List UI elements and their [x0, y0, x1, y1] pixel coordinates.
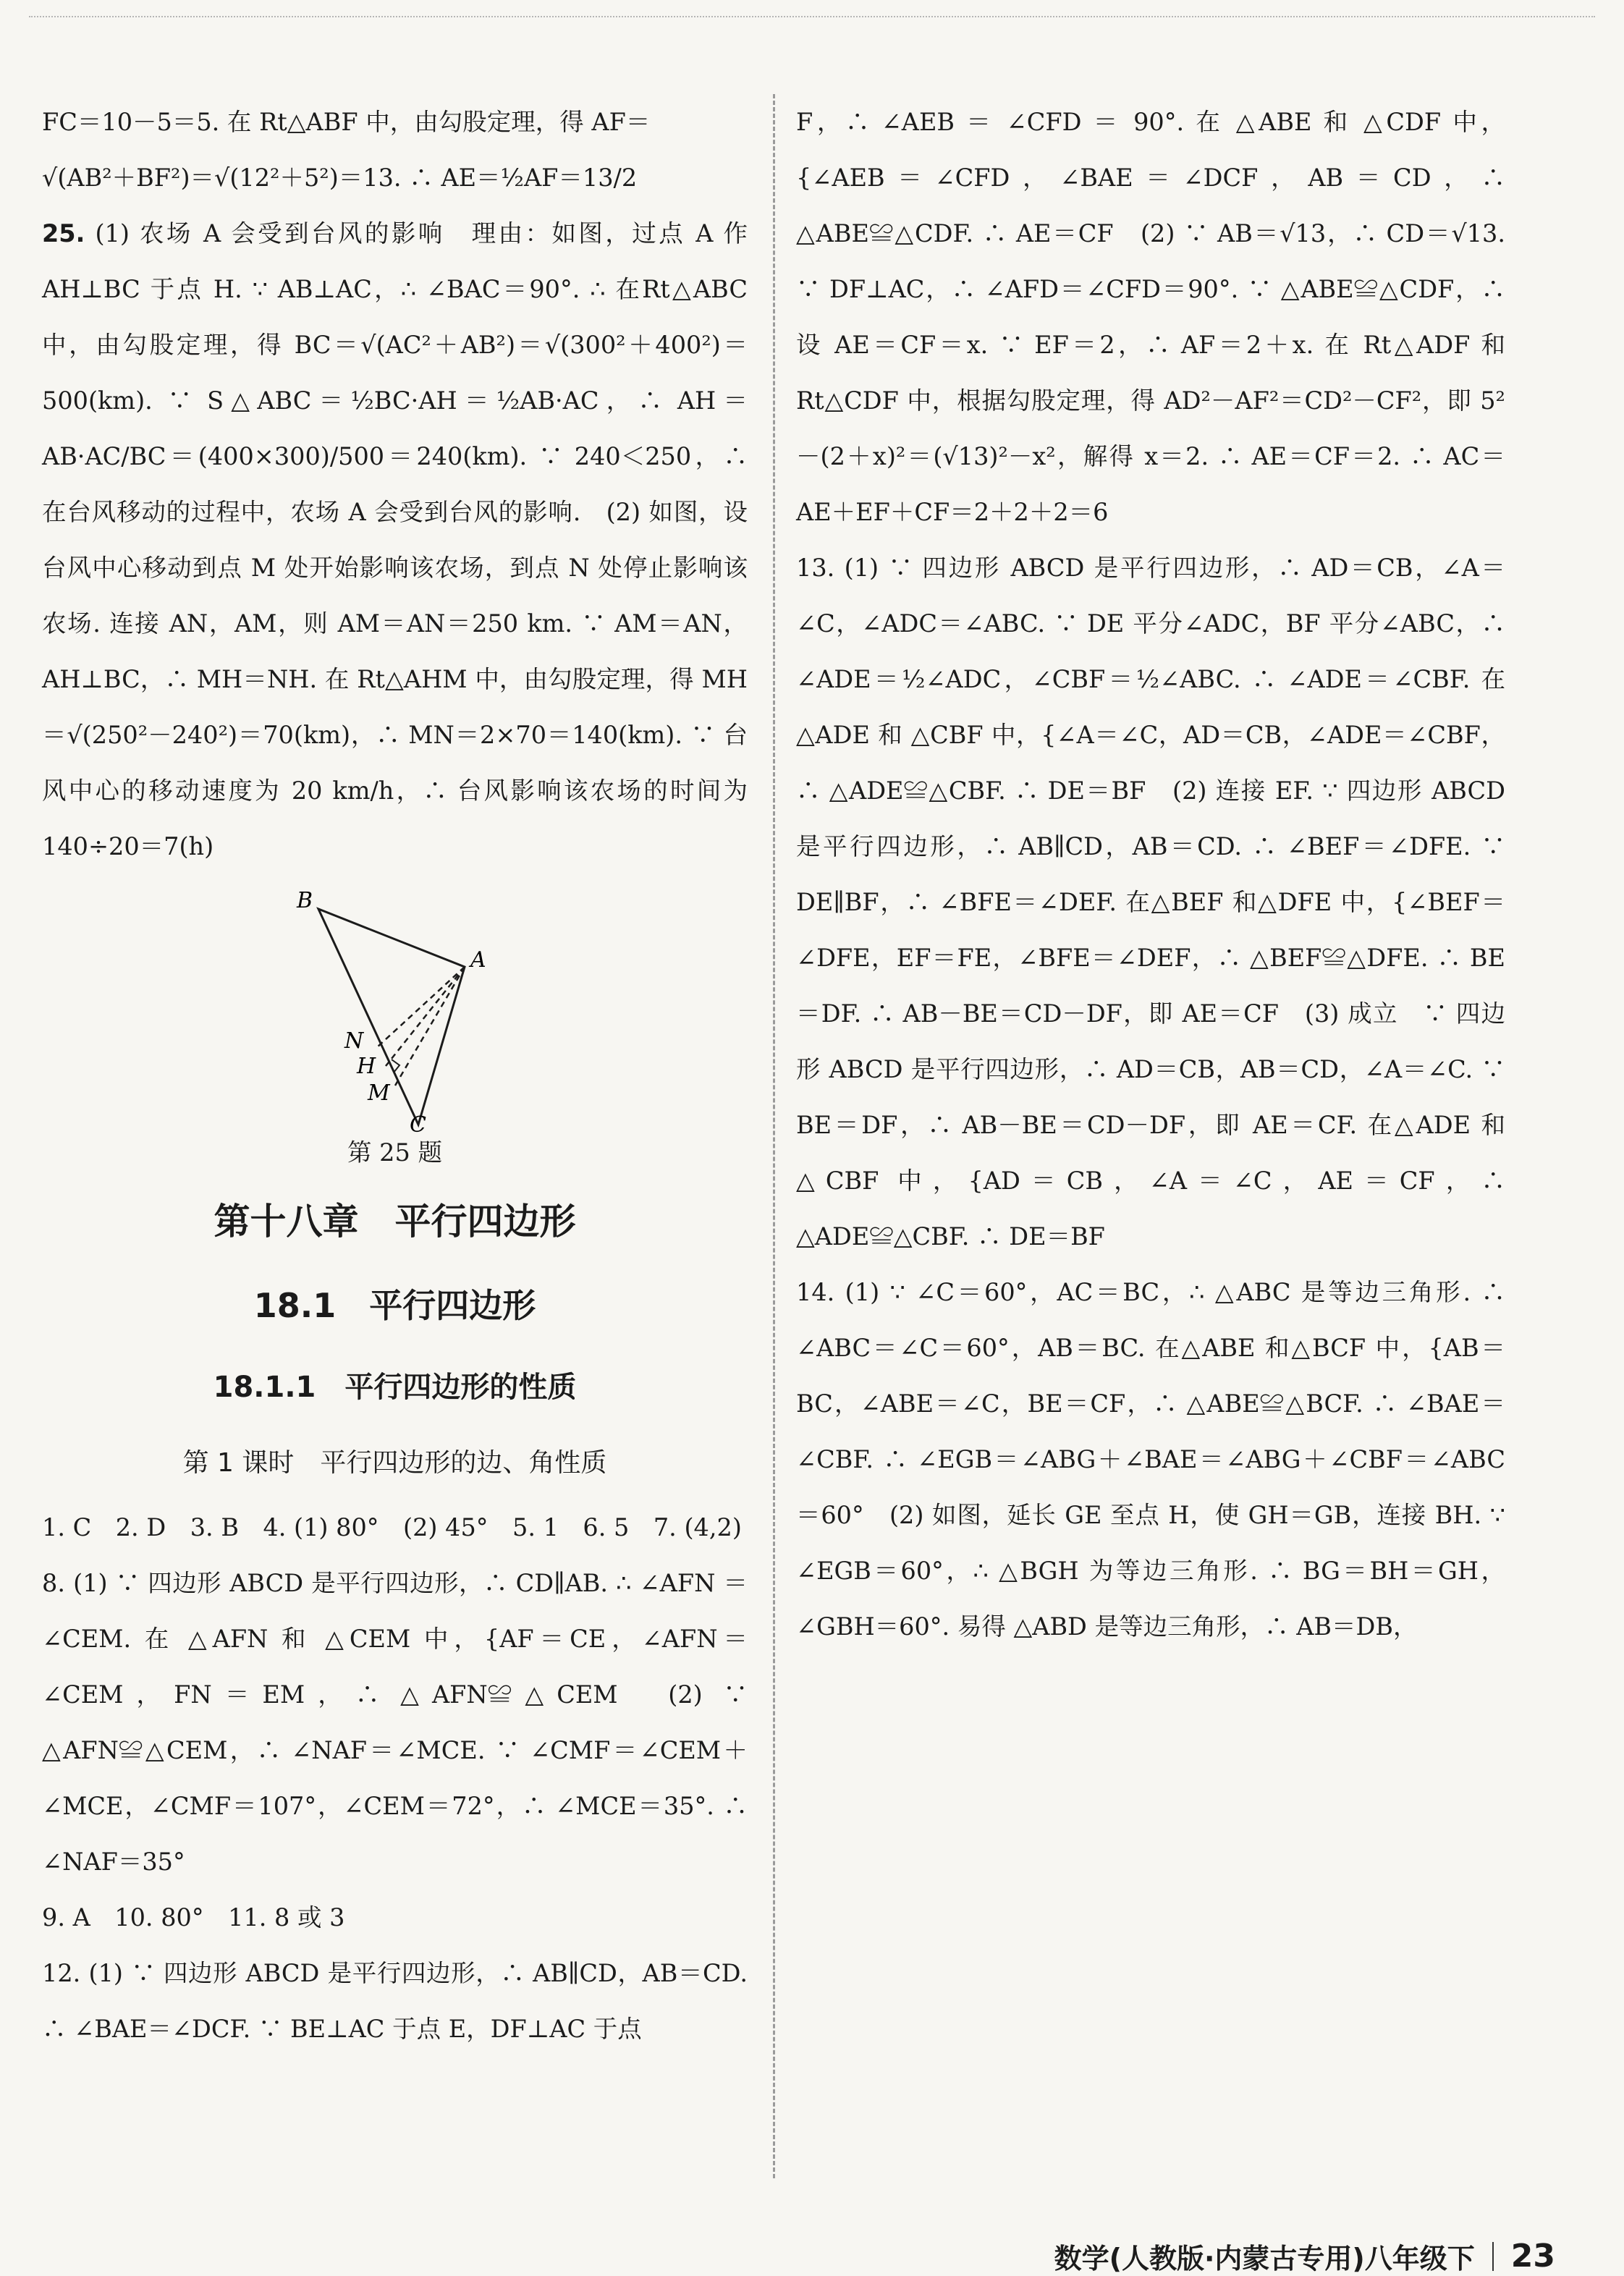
q25-number: 25.	[42, 219, 85, 248]
triangle-abc	[318, 909, 465, 1125]
lesson-title: 第 1 课时 平行四边形的边、角性质	[182, 1448, 607, 1478]
q25-text: (1) 农场 A 会受到台风的影响 理由：如图，过点 A 作 AH⊥BC 于点 H. ∵ AB⊥AC，∴ ∠BAC＝90°. ∴ 在Rt△ABC 中，由勾股定理，得 BC＝√(AC²＋AB²)＝√(300²＋400²)＝500(km). ∵ S△ABC＝½BC·AH＝½AB·AC，∴ AH＝AB·AC/BC＝(400×300)/500＝240(km). ∵ 240＜250，∴ 在台风移动的过程中，农场 A 会受到台风的影响. (2) 如图，设台风中心移动到点 M 处开始影响该农场，到点 N 处停止影响该农场. 连接 AN，AM，则 AM＝AN＝250 km. ∵ AM＝AN，AH⊥BC，∴ MH＝NH. 在 Rt△AHM 中，由勾股定理，得 MH＝√(250²－240²)＝70(km)，∴ MN＝2×70＝140(km). ∵ 台风中心的移动速度为 20 km/h，∴ 台风影响该农场的时间为 140÷20＝7(h)	[42, 219, 748, 860]
segment-ah	[386, 967, 465, 1066]
q13-answer: 13. (1) ∵ 四边形 ABCD 是平行四边形，∴ AD＝CB，∠A＝∠C，∠ADC＝∠ABC. ∵ DE 平分∠ADC，BF 平分∠ABC，∴ ∠ADE＝½∠ADC，∠CBF＝½∠ABC. ∴ ∠ADE＝∠CBF. 在 △ADE 和 △CBF 中，{∠A＝∠C，AD＝CB，∠ADE＝∠CBF，∴ △ADE≌△CBF. ∴ DE＝BF (2) 连接 EF. ∵ 四边形 ABCD 是平行四边形，∴ AB∥CD，AB＝CD. ∴ ∠BEF＝∠DFE. ∵ DE∥BF，∴ ∠BFE＝∠DEF. 在△BEF 和△DFE 中，{∠BEF＝∠DFE，EF＝FE，∠BFE＝∠DEF，∴ △BEF≌△DFE. ∴ BE＝DF. ∴ AB－BE＝CD－DF，即 AE＝CF (3) 成立 ∵ 四边形 ABCD 是平行四边形，∴ AD＝CB，AB＝CD，∠A＝∠C. ∵ BE＝DF，∴ AB－BE＝CD－DF，即 AE＝CF. 在△ADE 和△CBF 中，{AD＝CB，∠A＝∠C，AE＝CF，∴ △ADE≌△CBF. ∴ DE＝BF	[796, 554, 1505, 1251]
left-column	[42, 94, 748, 2057]
column-divider	[773, 94, 775, 2178]
q12-answer-start: 12. (1) ∵ 四边形 ABCD 是平行四边形，∴ AB∥CD，AB＝CD. ∴ ∠BAE＝∠DCF. ∵ BE⊥AC 于点 E，DF⊥AC 于点	[42, 1959, 748, 2043]
chapter-title: 第十八章 平行四边形	[213, 1201, 576, 1243]
label-m: M	[368, 1080, 390, 1106]
q25-figure-caption: 第 25 题	[347, 1138, 442, 1167]
right-column	[796, 94, 1505, 1654]
label-n: N	[344, 1028, 364, 1054]
answers-9-11: 9. A 10. 80° 11. 8 或 3	[42, 1903, 345, 1932]
q12-answer-continued: F，∴ ∠AEB ＝ ∠CFD ＝ 90°. 在 △ABE 和 △CDF 中，{∠AEB＝∠CFD，∠BAE＝∠DCF，AB＝CD，∴ △ABE≌△CDF. ∴ AE＝CF (2) ∵ AB＝√13，∴ CD＝√13. ∵ DF⊥AC，∴ ∠AFD＝∠CFD＝90°. ∵ △ABE≌△CDF，∴ 设 AE＝CF＝x. ∵ EF＝2，∴ AF＝2＋x. 在 Rt△ADF 和 Rt△CDF 中，根据勾股定理，得 AD²－AF²＝CD²－CF²，即 5²－(2＋x)²＝(√13)²－x²，解得 x＝2. ∴ AE＝CF＝2. ∴ AC＝AE＋EF＋CF＝2＋2＋2＝6	[796, 108, 1505, 526]
q8-answer: 8. (1) ∵ 四边形 ABCD 是平行四边形，∴ CD∥AB. ∴ ∠AFN ＝ ∠CEM. 在 △AFN 和 △CEM 中，{AF＝CE，∠AFN＝∠CEM，FN＝EM，∴ △AFN≌△CEM (2) ∵ △AFN≌△CEM，∴ ∠NAF＝∠MCE. ∵ ∠CMF＝∠CEM＋∠MCE，∠CMF＝107°，∠CEM＝72°，∴ ∠MCE＝35°. ∴ ∠NAF＝35°	[42, 1569, 748, 1876]
segment-an	[376, 967, 465, 1048]
top-dotted-rule	[29, 16, 1595, 17]
page-footer	[1054, 2236, 1555, 2276]
q24-continued-line: FC＝10－5＝5. 在 Rt△ABF 中，由勾股定理，得 AF＝	[42, 108, 651, 136]
label-c: C	[410, 1112, 426, 1135]
footer-book-title: 数学(人教版·内蒙古专用)八年级下	[1054, 2243, 1475, 2275]
section-title: 18.1 平行四边形	[253, 1286, 536, 1325]
answers-1-7: 1. C 2. D 3. B 4. (1) 80° (2) 45° 5. 1 6. 5 7. (4,2)	[42, 1513, 742, 1541]
q25-figure	[42, 874, 748, 1135]
label-a: A	[470, 947, 486, 973]
q24-result-line: √(AB²＋BF²)＝√(12²＋5²)＝13. ∴ AE＝½AF＝13/2	[42, 164, 638, 192]
label-h: H	[357, 1054, 376, 1079]
page-number: 23	[1510, 2238, 1555, 2275]
q14-answer: 14. (1) ∵ ∠C＝60°，AC＝BC，∴ △ABC 是等边三角形. ∴ ∠ABC＝∠C＝60°，AB＝BC. 在△ABE 和△BCF 中，{AB＝BC，∠ABE＝∠C，BE＝CF，∴ △ABE≌△BCF. ∴ ∠BAE＝∠CBF. ∴ ∠EGB＝∠ABG＋∠BAE＝∠ABG＋∠CBF＝∠ABC＝60° (2) 如图，延长 GE 至点 H，使 GH＝GB，连接 BH. ∵ ∠EGB＝60°，∴ △BGH 为等边三角形. ∴ BG＝BH＝GH，∠GBH＝60°. 易得 △ABD 是等边三角形，∴ AB＝DB，	[796, 1278, 1505, 1641]
segment-am	[395, 967, 465, 1086]
label-b: B	[297, 888, 313, 913]
subsection-title: 18.1.1 平行四边形的性质	[213, 1371, 577, 1404]
q25-answer	[42, 206, 748, 874]
